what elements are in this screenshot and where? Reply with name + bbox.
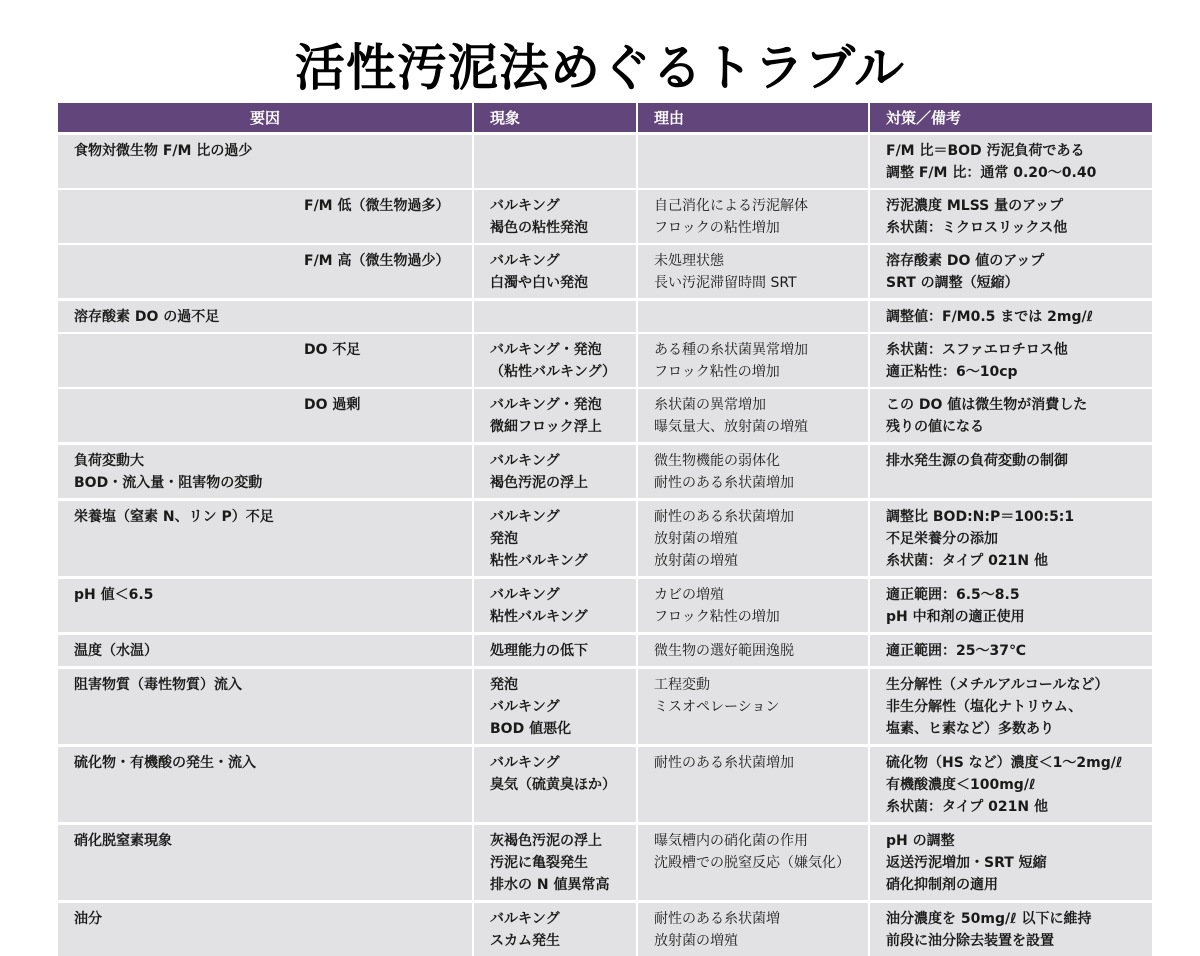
cell-text: 油分 — [74, 911, 102, 927]
phenomenon-cell — [474, 579, 638, 632]
cell-text: 硝化脱窒素現象 — [74, 833, 172, 849]
cause-cell — [58, 903, 474, 956]
measure-cell — [870, 747, 1152, 822]
measure-cell — [870, 389, 1152, 442]
cell-text: 微生物の選好範囲逸脱 — [654, 643, 794, 659]
cause-cell — [58, 747, 474, 822]
cell-text: DO 不足 — [304, 342, 361, 358]
cell-text: BOD・流入量・阻害物の変動 — [74, 475, 263, 491]
measure-cell — [870, 669, 1152, 744]
cell-text: 放射菌の増殖 — [654, 531, 738, 547]
table-row — [58, 900, 1152, 956]
cell-text: 未処理状態 — [654, 253, 724, 269]
cell-text: 栄養塩（窒素 N、リン P）不足 — [74, 509, 274, 525]
cell-text: 微細フロック浮上 — [490, 419, 602, 435]
cell-text: 有機酸濃度＜100mg/ℓ — [886, 777, 1036, 793]
header-cause: 要因 — [58, 103, 474, 132]
cell-text: 生分解性（メチルアルコールなど） — [886, 677, 1109, 693]
table-row — [58, 298, 1152, 332]
cell-text: 食物対微生物 F/M 比の過少 — [74, 143, 253, 159]
cell-text: 適正範囲：25〜37℃ — [886, 643, 1026, 659]
table-row — [58, 387, 1152, 442]
cause-cell — [58, 579, 474, 632]
cell-text: 耐性のある糸状菌増加 — [654, 475, 794, 491]
cell-text: 塩素、ヒ素など）多数あり — [886, 721, 1054, 737]
cell-text: 耐性のある糸状菌増加 — [654, 509, 794, 525]
cause-cell — [58, 501, 474, 576]
header-reason: 理由 — [638, 103, 870, 132]
cell-text: 排水の N 値異常高 — [490, 877, 610, 893]
cell-text: 糸状菌の異常増加 — [654, 397, 766, 413]
reason-cell — [638, 501, 870, 576]
reason-cell — [638, 635, 870, 666]
header-phenomenon: 現象 — [474, 103, 638, 132]
cell-text: 負荷変動大 — [74, 453, 144, 469]
table-row — [58, 666, 1152, 744]
reason-cell — [638, 301, 870, 332]
table-body — [58, 132, 1152, 956]
table-row — [58, 498, 1152, 576]
cell-text: 糸状菌：ミクロスリックス他 — [886, 220, 1068, 236]
cell-text: SRT の調整（短縮） — [886, 275, 1019, 291]
measure-cell — [870, 334, 1152, 387]
reason-cell — [638, 747, 870, 822]
cell-text: バルキング — [490, 911, 560, 927]
cell-text: F/M 低（微生物過多） — [304, 198, 450, 214]
cell-text: 自己消化による汚泥解体 — [654, 198, 808, 214]
measure-cell — [870, 501, 1152, 576]
cell-text: 長い汚泥滞留時間 SRT — [654, 275, 797, 291]
cell-text: 調整比 BOD:N:P＝100:5:1 — [886, 509, 1075, 525]
cell-text: 硫化物・有機酸の発生・流入 — [74, 755, 256, 771]
cell-text: カビの増殖 — [654, 587, 724, 603]
cell-text: 汚泥に亀裂発生 — [490, 855, 588, 871]
cell-text: 粘性バルキング — [490, 553, 588, 569]
cell-text: 褐色汚泥の浮上 — [490, 475, 588, 491]
table-row — [58, 576, 1152, 632]
phenomenon-cell — [474, 190, 638, 243]
cell-text: 溶存酸素 DO 値のアップ — [886, 253, 1045, 269]
cell-text: 褐色の粘性発泡 — [490, 220, 588, 236]
cell-text: 残りの値になる — [886, 419, 984, 435]
cell-text: 適正粘性：6〜10cp — [886, 364, 1018, 380]
cell-text: この DO 値は微生物が消費した — [886, 397, 1088, 413]
cause-cell — [58, 135, 474, 188]
measure-cell — [870, 579, 1152, 632]
cause-cell — [58, 389, 474, 442]
reason-cell — [638, 334, 870, 387]
reason-cell — [638, 825, 870, 900]
cell-text: バルキング・発泡 — [490, 397, 602, 413]
cell-text: 汚泥濃度 MLSS 量のアップ — [886, 198, 1064, 214]
trouble-table — [58, 103, 1152, 956]
cell-text: 工程変動 — [654, 677, 710, 693]
phenomenon-cell — [474, 245, 638, 298]
measure-cell — [870, 903, 1152, 956]
cell-text: F/M 比＝BOD 汚泥負荷である — [886, 143, 1085, 159]
cause-cell — [58, 245, 474, 298]
cell-text: バルキング — [490, 253, 560, 269]
measure-cell — [870, 825, 1152, 900]
page-title: 活性汚泥法めぐるトラブル — [295, 39, 905, 97]
reason-cell — [638, 903, 870, 956]
cell-text: スカム発生 — [490, 933, 560, 949]
phenomenon-cell — [474, 747, 638, 822]
cell-text: 返送汚泥増加・SRT 短縮 — [886, 855, 1047, 871]
cell-text: 硝化抑制剤の適用 — [886, 877, 998, 893]
cell-text: 非生分解性（塩化ナトリウム、 — [886, 699, 1083, 715]
cell-text: pH 中和剤の適正使用 — [886, 609, 1025, 625]
phenomenon-cell — [474, 445, 638, 498]
cell-text: 阻害物質（毒性物質）流入 — [74, 677, 242, 693]
cell-text: バルキング — [490, 699, 560, 715]
cell-text: 処理能力の低下 — [490, 643, 588, 659]
cell-text: 沈殿槽での脱窒反応（嫌気化） — [654, 855, 850, 871]
cell-text: フロックの粘性増加 — [654, 220, 780, 236]
cell-text: バルキング — [490, 509, 560, 525]
cell-text: 発泡 — [490, 531, 518, 547]
measure-cell — [870, 445, 1152, 498]
cell-text: 耐性のある糸状菌増加 — [654, 755, 794, 771]
cause-cell — [58, 445, 474, 498]
header-measure: 対策／備考 — [886, 109, 962, 127]
table-row — [58, 442, 1152, 498]
cell-text: 放射菌の増殖 — [654, 553, 738, 569]
cell-text: 調整値：F/M0.5 までは 2mg/ℓ — [886, 309, 1094, 325]
cell-text: 灰褐色汚泥の浮上 — [490, 833, 602, 849]
cell-text: 白濁や白い発泡 — [490, 275, 588, 291]
cell-text: （粘性バルキング） — [490, 364, 616, 380]
cell-text: 油分濃度を 50mg/ℓ 以下に維持 — [886, 911, 1092, 927]
cell-text: 発泡 — [490, 677, 518, 693]
reason-cell — [638, 245, 870, 298]
cell-text: 前段に油分除去装置を設置 — [886, 933, 1054, 949]
reason-cell — [638, 389, 870, 442]
phenomenon-cell — [474, 825, 638, 900]
phenomenon-cell — [474, 389, 638, 442]
phenomenon-cell — [474, 135, 638, 188]
cell-text: 糸状菌：タイプ 021N 他 — [886, 799, 1048, 815]
cell-text: フロック粘性の増加 — [654, 609, 780, 625]
measure-cell — [870, 135, 1152, 188]
cause-cell — [58, 301, 474, 332]
measure-cell — [870, 301, 1152, 332]
cause-cell — [58, 825, 474, 900]
measure-cell — [870, 245, 1152, 298]
cell-text: DO 過剰 — [304, 397, 361, 413]
cell-text: 硫化物（HS など）濃度＜1〜2mg/ℓ — [886, 755, 1123, 771]
reason-cell — [638, 669, 870, 744]
cell-text: 臭気（硫黄臭ほか） — [490, 777, 616, 793]
cell-text: 糸状菌：タイプ 021N 他 — [886, 553, 1048, 569]
table-row — [58, 744, 1152, 822]
cell-text: 曝気槽内の硝化菌の作用 — [654, 833, 808, 849]
cause-cell — [58, 635, 474, 666]
phenomenon-cell — [474, 635, 638, 666]
table-row — [58, 632, 1152, 666]
cell-text: 曝気量大、放射菌の増殖 — [654, 419, 808, 435]
cell-text: 適正範囲：6.5〜8.5 — [886, 587, 1020, 603]
cause-cell — [58, 669, 474, 744]
cell-text: ミスオペレーション — [654, 699, 780, 715]
cell-text: 溶存酸素 DO の過不足 — [74, 309, 220, 325]
cell-text: pH 値＜6.5 — [74, 587, 154, 603]
cell-text: バルキング — [490, 198, 560, 214]
reason-cell — [638, 579, 870, 632]
phenomenon-cell — [474, 903, 638, 956]
table-header — [58, 103, 1152, 132]
table-row — [58, 822, 1152, 900]
cause-cell — [58, 334, 474, 387]
table-row — [58, 188, 1152, 243]
reason-cell — [638, 445, 870, 498]
cell-text: 糸状菌：スファエロチロス他 — [886, 342, 1068, 358]
phenomenon-cell — [474, 334, 638, 387]
table-row — [58, 243, 1152, 298]
table-row — [58, 132, 1152, 188]
reason-cell — [638, 135, 870, 188]
phenomenon-cell — [474, 301, 638, 332]
phenomenon-cell — [474, 669, 638, 744]
cell-text: ある種の糸状菌異常増加 — [654, 342, 808, 358]
cell-text: 排水発生源の負荷変動の制御 — [886, 453, 1068, 469]
cell-text: 温度（水温） — [74, 643, 158, 659]
measure-cell — [870, 190, 1152, 243]
cell-text: pH の調整 — [886, 833, 955, 849]
reason-cell — [638, 190, 870, 243]
cell-text: バルキング — [490, 755, 560, 771]
cell-text: 微生物機能の弱体化 — [654, 453, 780, 469]
cell-text: フロック粘性の増加 — [654, 364, 780, 380]
table-row — [58, 332, 1152, 387]
cell-text: 調整 F/M 比：通常 0.20〜0.40 — [886, 165, 1097, 181]
cell-text: 粘性バルキング — [490, 609, 588, 625]
cell-text: 不足栄養分の添加 — [886, 531, 998, 547]
measure-cell — [870, 635, 1152, 666]
cell-text: 耐性のある糸状菌増 — [654, 911, 780, 927]
cell-text: F/M 高（微生物過少） — [304, 253, 450, 269]
cell-text: バルキング・発泡 — [490, 342, 602, 358]
cell-text: バルキング — [490, 453, 560, 469]
cell-text: バルキング — [490, 587, 560, 603]
cell-text: BOD 値悪化 — [490, 721, 572, 737]
phenomenon-cell — [474, 501, 638, 576]
cell-text: 放射菌の増殖 — [654, 933, 738, 949]
cause-cell — [58, 190, 474, 243]
